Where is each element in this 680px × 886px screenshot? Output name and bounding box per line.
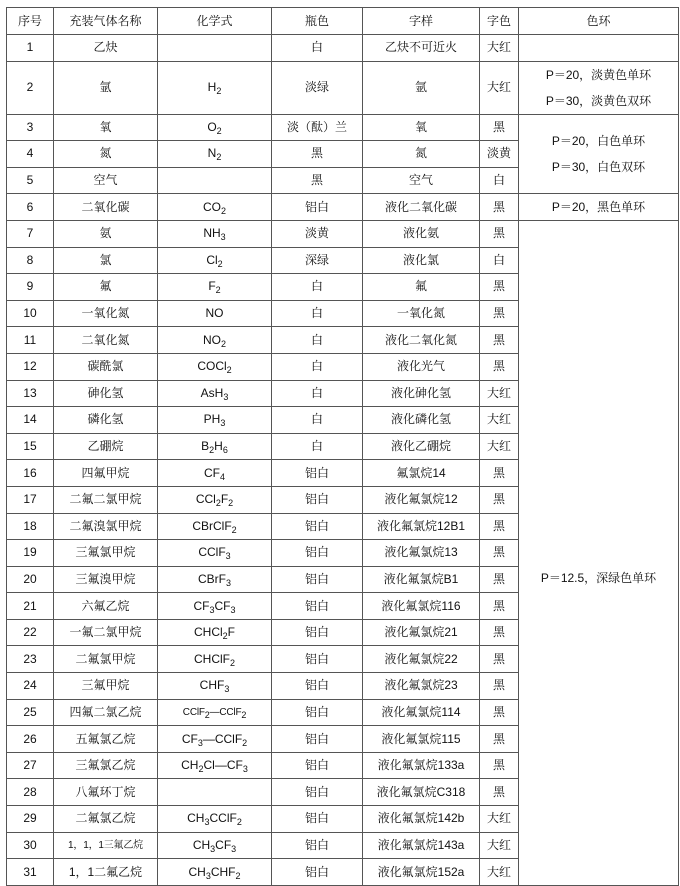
formula-part: PH — [203, 412, 221, 427]
formula-part: CF — [215, 837, 232, 852]
formula-subscript: 2 — [220, 338, 226, 349]
formula-subscript: 2 — [215, 498, 221, 509]
formula-subscript: 2 — [231, 524, 237, 535]
bottle-color: 黑 — [272, 141, 363, 168]
letter-color: 黑 — [480, 673, 519, 700]
letter-color: 大红 — [480, 806, 519, 833]
lettering: 液化氟氯烷142b — [363, 806, 480, 833]
lettering: 液化氟氯烷116 — [363, 593, 480, 620]
letter-color: 黑 — [480, 513, 519, 540]
header-formula: 化学式 — [158, 8, 272, 35]
bottle-color: 淡绿 — [272, 61, 363, 114]
color-ring-empty — [519, 35, 679, 62]
chemical-formula — [158, 114, 272, 141]
color-ring-line: P＝30，白色双环 — [551, 159, 646, 174]
bottle-color: 铝白 — [272, 699, 363, 726]
lettering: 乙炔不可近火 — [363, 35, 480, 62]
row-number: 9 — [7, 274, 54, 301]
row-number: 13 — [7, 380, 54, 407]
letter-color: 黑 — [480, 327, 519, 354]
bottle-color: 铝白 — [272, 779, 363, 806]
formula-subscript: 2 — [229, 657, 235, 668]
formula-subscript: 2 — [236, 817, 242, 828]
chemical-formula — [158, 699, 272, 726]
bottle-color: 铝白 — [272, 513, 363, 540]
row-number: 21 — [7, 593, 54, 620]
gas-name: 二氟氯乙烷 — [54, 806, 158, 833]
header-color-ring: 色环 — [519, 8, 679, 35]
gas-name: 二氟氯甲烷 — [54, 646, 158, 673]
lettering: 液化氟氯烷143a — [363, 832, 480, 859]
formula-subscript: 3 — [223, 391, 229, 402]
lettering: 液化砷化氢 — [363, 380, 480, 407]
gas-name: 二氟二氯甲烷 — [54, 486, 158, 513]
color-ring-line: P＝12.5，深绿色单环 — [540, 570, 657, 585]
formula-subscript: 3 — [197, 737, 203, 748]
chemical-formula — [158, 540, 272, 567]
chemical-formula — [158, 274, 272, 301]
letter-color: 黑 — [480, 779, 519, 806]
formula-part: COCl — [197, 359, 227, 374]
row-number: 23 — [7, 646, 54, 673]
formula-subscript: 2 — [216, 86, 222, 97]
gas-name: 一氧化氮 — [54, 300, 158, 327]
gas-name: 三氟氯乙烷 — [54, 752, 158, 779]
bottle-color: 铝白 — [272, 593, 363, 620]
gas-name: 四氟甲烷 — [54, 460, 158, 487]
lettering: 液化氟氯烷13 — [363, 540, 480, 567]
chemical-formula — [158, 433, 272, 460]
row-number: 30 — [7, 832, 54, 859]
gas-name: 八氟环丁烷 — [54, 779, 158, 806]
chemical-formula — [158, 779, 272, 806]
lettering: 一氧化氮 — [363, 300, 480, 327]
row-number: 29 — [7, 806, 54, 833]
lettering: 液化光气 — [363, 353, 480, 380]
bottle-color: 白 — [272, 353, 363, 380]
formula-part: NH — [203, 226, 221, 241]
formula-subscript: 2 — [228, 498, 234, 509]
formula-part: —CClF — [202, 731, 243, 746]
formula-subscript: 3 — [224, 684, 230, 695]
letter-color: 黑 — [480, 752, 519, 779]
letter-color: 黑 — [480, 194, 519, 221]
row-number: 11 — [7, 327, 54, 354]
formula-subscript: 2 — [226, 365, 232, 376]
header-gas-name: 充装气体名称 — [54, 8, 158, 35]
lettering: 液化氟氯烷23 — [363, 673, 480, 700]
header-bottle-color: 瓶色 — [272, 8, 363, 35]
lettering: 液化二氧化碳 — [363, 194, 480, 221]
bottle-color: 铝白 — [272, 540, 363, 567]
formula-part: CBrClF — [192, 518, 232, 533]
letter-color: 黑 — [480, 646, 519, 673]
formula-subscript: 2 — [235, 870, 241, 881]
gas-name: 碳酰氯 — [54, 353, 158, 380]
gas-name: 二氧化碳 — [54, 194, 158, 221]
row-number: 18 — [7, 513, 54, 540]
formula-part: CHF — [199, 678, 225, 693]
formula-part: CF — [181, 731, 198, 746]
row-number: 8 — [7, 247, 54, 274]
letter-color: 白 — [480, 167, 519, 194]
row-number: 6 — [7, 194, 54, 221]
header-row — [7, 8, 679, 35]
lettering: 液化氟氯烷115 — [363, 726, 480, 753]
chemical-formula — [158, 673, 272, 700]
gas-name: 乙炔 — [54, 35, 158, 62]
row-number: 15 — [7, 433, 54, 460]
gas-name: 二氧化氮 — [54, 327, 158, 354]
formula-part: CHClF — [193, 651, 230, 666]
row-number: 17 — [7, 486, 54, 513]
formula-part: N — [207, 146, 217, 161]
row-number: 24 — [7, 673, 54, 700]
letter-color: 黑 — [480, 566, 519, 593]
formula-part: CH — [187, 811, 205, 826]
bottle-color: 铝白 — [272, 619, 363, 646]
formula-part: CH — [188, 864, 206, 879]
letter-color: 淡黄 — [480, 141, 519, 168]
lettering: 液化氯 — [363, 247, 480, 274]
gas-name: 一氟二氯甲烷 — [54, 619, 158, 646]
row-number: 4 — [7, 141, 54, 168]
formula-part: H — [207, 80, 217, 95]
formula-subscript: 3 — [220, 232, 226, 243]
formula-part: Cl — [206, 252, 218, 267]
bottle-color: 铝白 — [272, 460, 363, 487]
formula-part: CF — [193, 598, 210, 613]
lettering: 液化氟氯烷C318 — [363, 779, 480, 806]
formula-part: CClF — [198, 545, 226, 560]
chemical-formula — [158, 619, 272, 646]
lettering: 氩 — [363, 61, 480, 114]
formula-subscript: 3 — [225, 577, 231, 588]
lettering: 空气 — [363, 167, 480, 194]
chemical-formula — [158, 460, 272, 487]
bottle-color: 铝白 — [272, 194, 363, 221]
chemical-formula — [158, 513, 272, 540]
lettering: 液化二氧化氮 — [363, 327, 480, 354]
bottle-color: 铝白 — [272, 859, 363, 886]
formula-part: AsH — [200, 385, 224, 400]
letter-color: 大红 — [480, 35, 519, 62]
lettering: 氧 — [363, 114, 480, 141]
formula-subscript: 2 — [209, 445, 215, 456]
letter-color: 黑 — [480, 274, 519, 301]
formula-part: F — [208, 279, 216, 294]
formula-part: NO — [202, 332, 221, 347]
row-number: 10 — [7, 300, 54, 327]
formula-subscript: 2 — [217, 258, 223, 269]
gas-name: 三氟甲烷 — [54, 673, 158, 700]
row-number: 22 — [7, 619, 54, 646]
formula-subscript: 2 — [204, 709, 210, 720]
chemical-formula — [158, 247, 272, 274]
bottle-color: 白 — [272, 274, 363, 301]
bottle-color: 深绿 — [272, 247, 363, 274]
row-number: 26 — [7, 726, 54, 753]
lettering: 液化氟氯烷12B1 — [363, 513, 480, 540]
letter-color: 大红 — [480, 832, 519, 859]
gas-name: 氩 — [54, 61, 158, 114]
gas-name: 四氟二氯乙烷 — [54, 699, 158, 726]
row-number: 27 — [7, 752, 54, 779]
color-ring — [519, 61, 679, 114]
chemical-formula — [158, 832, 272, 859]
formula-part: CHF — [210, 864, 236, 879]
row-number: 12 — [7, 353, 54, 380]
formula-part: CF — [214, 598, 231, 613]
chemical-formula — [158, 141, 272, 168]
formula-part: NO — [205, 306, 224, 321]
letter-color: 黑 — [480, 220, 519, 247]
formula-subscript: 3 — [205, 870, 211, 881]
formula-subscript: 3 — [204, 817, 210, 828]
chemical-formula — [158, 566, 272, 593]
formula-part: H — [214, 439, 223, 454]
lettering: 液化氨 — [363, 220, 480, 247]
formula-part: F — [220, 492, 229, 507]
row-number: 25 — [7, 699, 54, 726]
formula-subscript: 6 — [222, 445, 228, 456]
formula-subscript: 3 — [230, 604, 236, 615]
lettering: 氮 — [363, 141, 480, 168]
gas-name: 空气 — [54, 167, 158, 194]
formula-subscript: 2 — [216, 125, 222, 136]
chemical-formula — [158, 486, 272, 513]
chemical-formula — [158, 353, 272, 380]
chemical-formula — [158, 220, 272, 247]
color-ring — [519, 194, 679, 221]
gas-name: 磷化氢 — [54, 407, 158, 434]
gas-name: 乙硼烷 — [54, 433, 158, 460]
table-row — [7, 194, 679, 221]
formula-subscript: 2 — [222, 631, 228, 642]
formula-part: B — [201, 439, 210, 454]
color-ring-line: P＝30，淡黄色双环 — [545, 93, 652, 108]
letter-color: 黑 — [480, 460, 519, 487]
formula-subscript: 2 — [215, 285, 221, 296]
table-row — [7, 114, 679, 141]
letter-color: 大红 — [480, 407, 519, 434]
bottle-color: 黑 — [272, 167, 363, 194]
chemical-formula — [158, 167, 272, 194]
bottle-color: 淡黄 — [272, 220, 363, 247]
bottle-color: 铝白 — [272, 752, 363, 779]
gas-name: 三氟氯甲烷 — [54, 540, 158, 567]
header-lettering: 字样 — [363, 8, 480, 35]
formula-subscript: 2 — [220, 205, 226, 216]
chemical-formula — [158, 806, 272, 833]
bottle-color: 白 — [272, 300, 363, 327]
gas-name: 氨 — [54, 220, 158, 247]
row-number: 16 — [7, 460, 54, 487]
bottle-color: 铝白 — [272, 673, 363, 700]
lettering: 液化氟氯烷133a — [363, 752, 480, 779]
lettering: 液化氟氯烷22 — [363, 646, 480, 673]
row-number: 20 — [7, 566, 54, 593]
chemical-formula — [158, 407, 272, 434]
letter-color: 大红 — [480, 61, 519, 114]
table-row — [7, 61, 679, 114]
header-letter-color: 字色 — [480, 8, 519, 35]
chemical-formula — [158, 593, 272, 620]
gas-name: 砷化氢 — [54, 380, 158, 407]
gas-name: 六氟乙烷 — [54, 593, 158, 620]
gas-name: 五氟氯乙烷 — [54, 726, 158, 753]
lettering: 液化氟氯烷12 — [363, 486, 480, 513]
letter-color: 黑 — [480, 699, 519, 726]
formula-part: CBrF — [197, 571, 226, 586]
color-ring — [519, 220, 679, 885]
chemical-formula — [158, 61, 272, 114]
formula-part: —CClF — [209, 706, 242, 718]
header-no: 序号 — [7, 8, 54, 35]
formula-subscript: 3 — [231, 843, 237, 854]
formula-subscript: 2 — [198, 764, 204, 775]
chemical-formula — [158, 380, 272, 407]
gas-cylinder-color-table — [6, 7, 679, 886]
bottle-color: 铝白 — [272, 832, 363, 859]
formula-part: CCl — [195, 492, 216, 507]
letter-color: 大红 — [480, 859, 519, 886]
chemical-formula — [158, 35, 272, 62]
formula-subscript: 4 — [219, 471, 225, 482]
formula-subscript: 3 — [210, 843, 216, 854]
letter-color: 黑 — [480, 540, 519, 567]
chemical-formula — [158, 327, 272, 354]
chemical-formula — [158, 646, 272, 673]
row-number: 31 — [7, 859, 54, 886]
lettering: 氟氯烷14 — [363, 460, 480, 487]
bottle-color: 铝白 — [272, 726, 363, 753]
bottle-color: 白 — [272, 433, 363, 460]
letter-color: 黑 — [480, 619, 519, 646]
bottle-color: 铝白 — [272, 486, 363, 513]
letter-color: 黑 — [480, 486, 519, 513]
color-ring-line: P＝20，黑色单环 — [551, 199, 646, 214]
bottle-color: 淡（酞）兰 — [272, 114, 363, 141]
chemical-formula — [158, 300, 272, 327]
row-number: 19 — [7, 540, 54, 567]
color-ring-line: P＝20，白色单环 — [551, 133, 646, 148]
formula-subscript: 3 — [220, 418, 226, 429]
formula-part: CClF — [209, 811, 237, 826]
letter-color: 黑 — [480, 114, 519, 141]
formula-subscript: 3 — [242, 764, 248, 775]
chemical-formula — [158, 194, 272, 221]
formula-part: CO — [202, 199, 221, 214]
gas-name: 1，1二氟乙烷 — [54, 859, 158, 886]
formula-part: Cl—CF — [203, 758, 243, 773]
gas-name: 1，1，1三氟乙烷 — [54, 832, 158, 859]
bottle-color: 白 — [272, 407, 363, 434]
lettering: 液化氟氯烷21 — [363, 619, 480, 646]
row-number: 28 — [7, 779, 54, 806]
gas-name: 氮 — [54, 141, 158, 168]
table-row — [7, 35, 679, 62]
formula-subscript: 2 — [216, 152, 222, 163]
bottle-color: 铝白 — [272, 566, 363, 593]
row-number: 5 — [7, 167, 54, 194]
chemical-formula — [158, 726, 272, 753]
lettering: 液化磷化氢 — [363, 407, 480, 434]
letter-color: 黑 — [480, 593, 519, 620]
letter-color: 大红 — [480, 433, 519, 460]
formula-subscript: 2 — [242, 737, 248, 748]
row-number: 7 — [7, 220, 54, 247]
formula-part: CH — [192, 837, 211, 852]
chemical-formula — [158, 752, 272, 779]
formula-part: CClF — [182, 706, 205, 718]
formula-part: O — [207, 119, 217, 134]
letter-color: 黑 — [480, 353, 519, 380]
formula-subscript: 3 — [209, 604, 215, 615]
formula-subscript: 3 — [225, 551, 231, 562]
letter-color: 大红 — [480, 380, 519, 407]
color-ring-line: P＝20，淡黄色单环 — [545, 67, 652, 82]
row-number: 3 — [7, 114, 54, 141]
letter-color: 黑 — [480, 300, 519, 327]
lettering: 液化乙硼烷 — [363, 433, 480, 460]
gas-name: 氯 — [54, 247, 158, 274]
row-number: 14 — [7, 407, 54, 434]
color-ring — [519, 114, 679, 194]
formula-subscript: 2 — [241, 709, 247, 720]
gas-name: 氟 — [54, 274, 158, 301]
bottle-color: 铝白 — [272, 646, 363, 673]
lettering: 液化氟氯烷B1 — [363, 566, 480, 593]
formula-part: CHCl — [193, 625, 223, 640]
lettering: 液化氟氯烷152a — [363, 859, 480, 886]
formula-part: F — [227, 625, 236, 640]
row-number: 2 — [7, 61, 54, 114]
row-number: 1 — [7, 35, 54, 62]
bottle-color: 白 — [272, 380, 363, 407]
formula-part: CF — [203, 465, 220, 480]
table-row — [7, 220, 679, 247]
bottle-color: 铝白 — [272, 806, 363, 833]
formula-part: CH — [181, 758, 199, 773]
letter-color: 黑 — [480, 726, 519, 753]
lettering: 液化氟氯烷114 — [363, 699, 480, 726]
gas-name: 二氟溴氯甲烷 — [54, 513, 158, 540]
chemical-formula — [158, 859, 272, 886]
letter-color: 白 — [480, 247, 519, 274]
gas-name: 三氟溴甲烷 — [54, 566, 158, 593]
gas-name: 氧 — [54, 114, 158, 141]
lettering: 氟 — [363, 274, 480, 301]
bottle-color: 白 — [272, 327, 363, 354]
bottle-color: 白 — [272, 35, 363, 62]
